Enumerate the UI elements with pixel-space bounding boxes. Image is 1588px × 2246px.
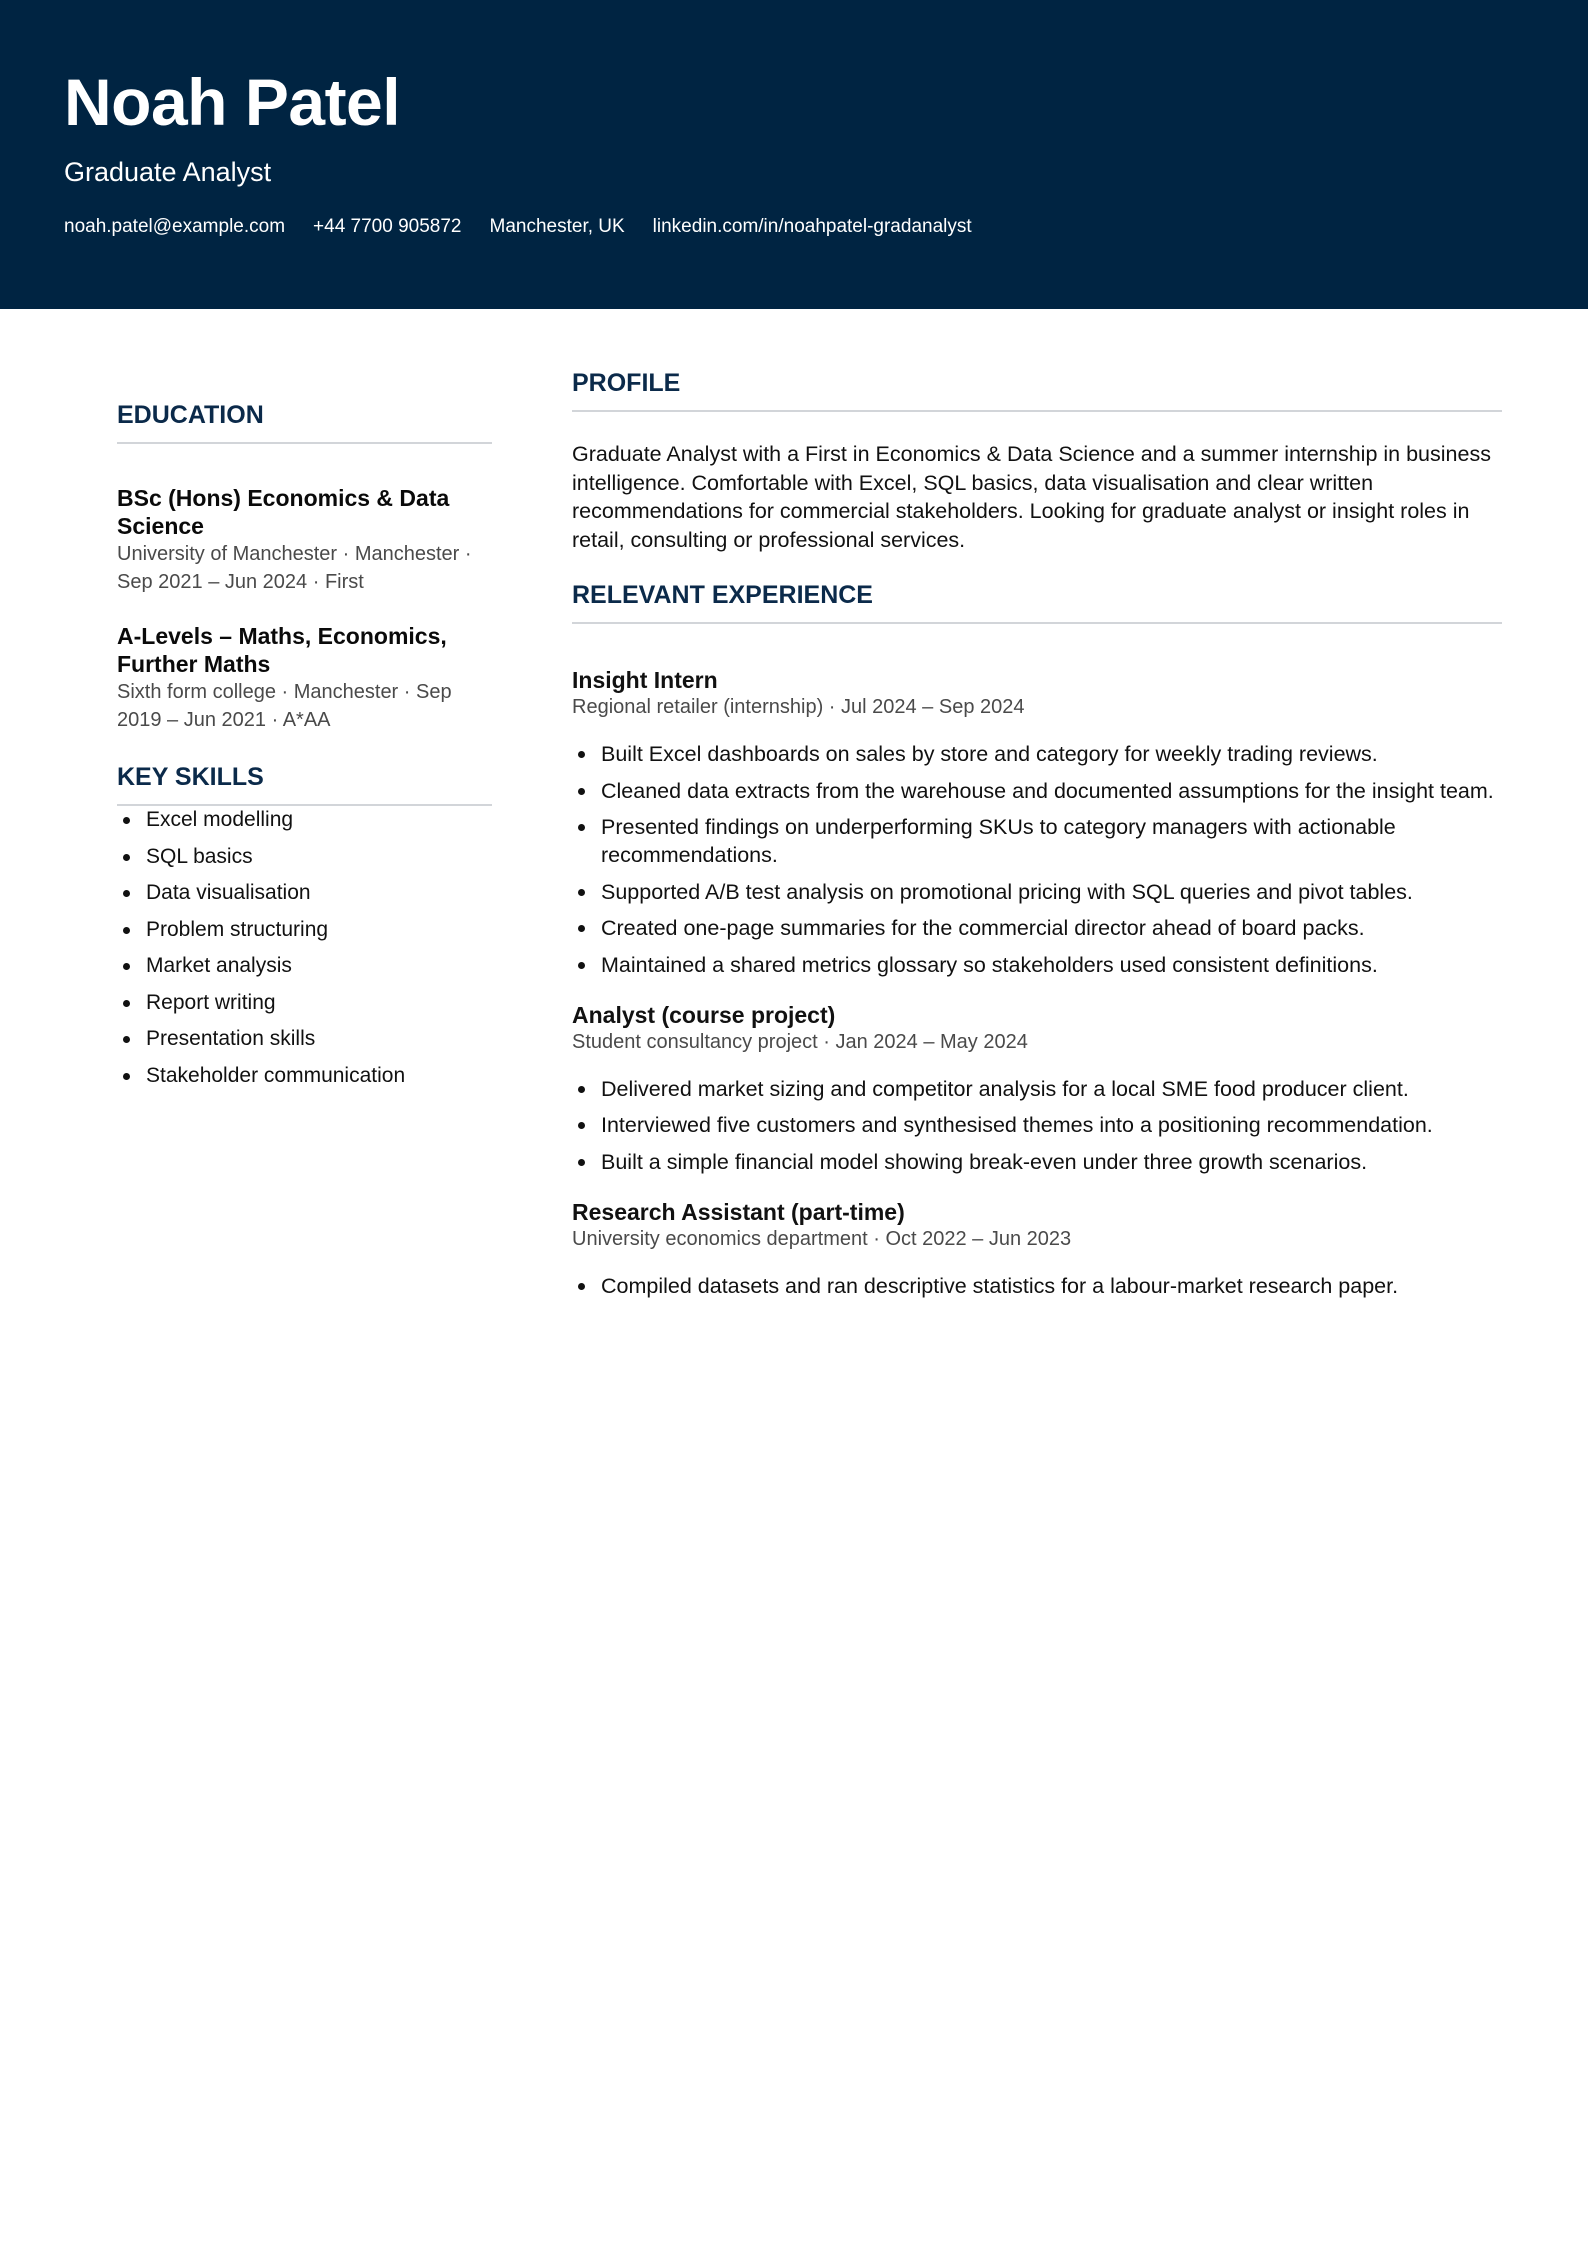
skill-item: Report writing xyxy=(117,989,492,1017)
job-bullet: Compiled datasets and ran descriptive statistics for a labour-market research paper. xyxy=(572,1272,1502,1300)
skill-item: Problem structuring xyxy=(117,916,492,944)
contact-phone: +44 7700 905872 xyxy=(313,216,462,237)
education-entry xyxy=(117,622,492,734)
skill-item: SQL basics xyxy=(117,843,492,871)
job-meta: Regional retailer (internship) · Jul 2024 – Sep 2024 xyxy=(572,696,1025,718)
job-entry xyxy=(572,1198,1502,1300)
contact-location: Manchester, UK xyxy=(489,216,625,237)
resume-header xyxy=(0,0,1588,309)
profile-summary: Graduate Analyst with a First in Economics & Data Science and a summer internship in business intelligence. Comfortable with Excel, SQL basics, data visualisation and clear written recommendations for commercial stakeholders. Looking for graduate analyst or insight roles in retail, consulting or professional services. xyxy=(572,442,1491,552)
skill-item: Presentation skills xyxy=(117,1025,492,1053)
job-meta: University economics department · Oct 2022 – Jun 2023 xyxy=(572,1227,1072,1250)
job-title: Research Assistant (part-time) xyxy=(572,1198,905,1225)
contact-linkedin: linkedin.com/in/noahpatel-gradanalyst xyxy=(652,216,972,237)
job-meta: Student consultancy project · Jan 2024 – May 2024 xyxy=(572,1030,1028,1053)
job-bullet: Delivered market sizing and competitor analysis for a local SME food producer client. xyxy=(572,1075,1502,1103)
job-bullet: Presented findings on underperforming SKUs to category managers with actionable recommendations. xyxy=(572,813,1502,869)
job-bullet: Built Excel dashboards on sales by store and category for weekly trading reviews. xyxy=(572,740,1502,768)
contact-email: noah.patel@example.com xyxy=(64,216,286,237)
job-bullet: Cleaned data extracts from the warehouse and documented assumptions for the insight team. xyxy=(572,777,1502,805)
skill-item: Stakeholder communication xyxy=(117,1062,492,1090)
skills-list xyxy=(117,806,492,1090)
job-bullets xyxy=(572,740,1502,979)
left-column xyxy=(117,398,492,1098)
education-meta: Sixth form college · Manchester · Sep 2019 – Jun 2021 · A*AA xyxy=(117,681,452,731)
job-bullet: Created one-page summaries for the commercial director ahead of board packs. xyxy=(572,914,1502,942)
job-title: Analyst (course project) xyxy=(572,1001,836,1028)
job-bullet: Supported A/B test analysis on promotional pricing with SQL queries and pivot tables. xyxy=(572,878,1502,906)
right-column xyxy=(572,366,1502,1308)
contact-line xyxy=(64,215,1000,239)
candidate-role: Graduate Analyst xyxy=(64,157,272,187)
education-heading: EDUCATION xyxy=(117,398,492,444)
skill-item: Excel modelling xyxy=(117,806,492,834)
skills-heading: KEY SKILLS xyxy=(117,760,492,806)
education-entry xyxy=(117,484,492,596)
job-bullet: Interviewed five customers and synthesised themes into a positioning recommendation. xyxy=(572,1111,1502,1139)
education-meta: University of Manchester · Manchester · Sep 2021 – Jun 2024 · First xyxy=(117,543,472,593)
skill-item: Data visualisation xyxy=(117,879,492,907)
job-entry xyxy=(572,666,1502,979)
job-bullet: Maintained a shared metrics glossary so stakeholders used consistent definitions. xyxy=(572,951,1502,979)
education-degree: A-Levels – Maths, Economics, Further Maths xyxy=(117,623,447,677)
experience-heading: RELEVANT EXPERIENCE xyxy=(572,578,1502,624)
job-bullets xyxy=(572,1075,1502,1176)
candidate-name: Noah Patel xyxy=(64,65,401,139)
education-degree: BSc (Hons) Economics & Data Science xyxy=(117,485,450,539)
job-title: Insight Intern xyxy=(572,667,718,693)
job-bullet: Built a simple financial model showing break-even under three growth scenarios. xyxy=(572,1148,1502,1176)
profile-heading: PROFILE xyxy=(572,366,1502,412)
job-entry xyxy=(572,1001,1502,1176)
skill-item: Market analysis xyxy=(117,952,492,980)
job-bullets xyxy=(572,1272,1502,1300)
